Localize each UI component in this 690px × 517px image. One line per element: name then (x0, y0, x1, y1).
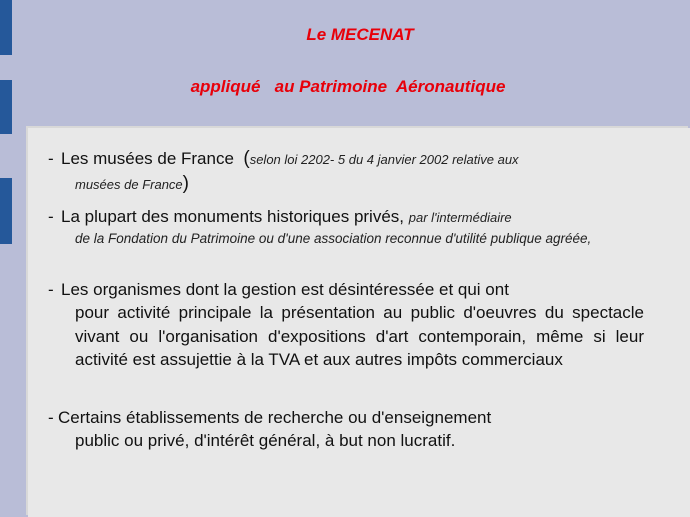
bullet-2-note-rest: de la Fondation du Patrimoine ou d'une association reconnue d'utilité publique agréée, (75, 231, 592, 246)
bullet-1-note: selon loi 2202- 5 du 4 janvier 2002 relative aux (249, 152, 519, 167)
bullet-1-open-paren: ( (243, 148, 250, 169)
bullet-1-line-2 (48, 173, 628, 196)
bullet-dash: - (48, 280, 54, 299)
bullet-4-rest: public ou privé, d'intérêt général, à but non lucratif. (75, 431, 456, 450)
bullet-1-lead: Les musées de France (61, 149, 234, 168)
bullet-1-close-paren: ) (182, 173, 189, 194)
bullet-3-lead: Les organismes dont la gestion est désintéressée et qui ont (61, 280, 509, 299)
bullet-2-first-line (48, 207, 512, 226)
bullet-organismes (48, 279, 644, 372)
bullet-musees (48, 148, 628, 196)
bullet-etablissements (48, 407, 644, 452)
title-line-1: Le MECENAT (306, 25, 414, 44)
bullet-1-line-1 (48, 149, 519, 168)
title-line-2: appliqué au Patrimoine Aéronautique (190, 77, 506, 96)
bullet-2-lead: La plupart des monuments historiques privés, (61, 207, 405, 226)
bullet-dash: - (48, 408, 54, 427)
bullet-4-lead: Certains établissements de recherche ou d'enseignement (58, 408, 492, 427)
bullet-dash: - (48, 207, 54, 226)
accent-bar-lower (0, 178, 12, 244)
bullet-dash: - (48, 149, 54, 168)
bullet-1-note-line-2: musées de France (75, 177, 183, 192)
bullet-3-rest: pour activité principale la présentation au public d'oeuvres du spectacle vivant ou l'organisation d'expositions d'art contemporain, même si leur activité est assujettie à la TVA et aux autres impôts commerciaux (75, 303, 644, 369)
bullet-2-note-start: par l'intermédiaire (408, 210, 512, 225)
bullet-monuments (48, 206, 648, 248)
